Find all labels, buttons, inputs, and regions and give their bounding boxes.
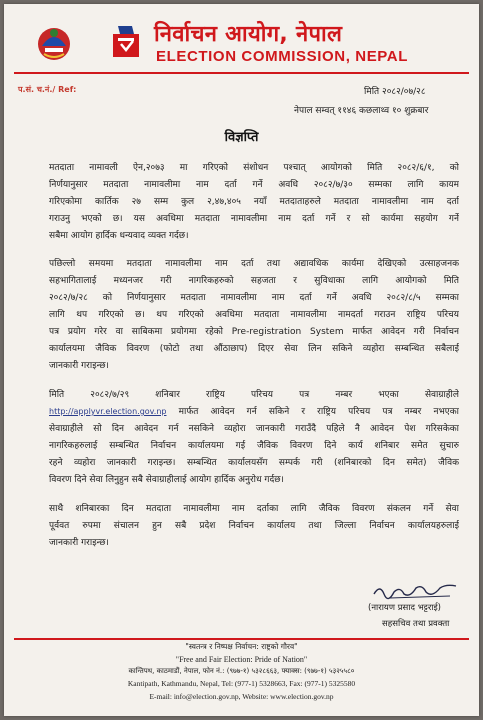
notice-date: मिति २०८२/०७/२८ — [364, 87, 426, 97]
paragraph-1-line-1: मतदाता नामावली ऐन,२०७३ मा गरिएको संशोधन पश्चात् आयोगको मिति २०८२/६/१, को — [49, 163, 459, 173]
paragraph-2-line-1: पछिल्लो समयमा मतदाता नामावलीमा नाम दर्ता तथा अद्यावधिक कार्यमा देखिएको उत्साहजनक — [49, 259, 459, 269]
footer-address-english: Kantipath, Kathmandu, Nepal, Tel: (977-1) 5328663, Fax: (977-1) 5325580 — [127, 679, 356, 688]
paragraph-2-line-7: जानकारी गराइन्छ। — [49, 361, 109, 371]
paragraph-2-line-3: २०८२/७/२८ को निर्णयानुसार मतदाता नामावलीमा नाम दर्ता गर्ने अवधि २०८२/८/५ सम्मका — [49, 293, 459, 303]
nepal-emblem-icon — [34, 22, 74, 62]
header-divider — [14, 72, 469, 74]
notice-heading: विज्ञप्ति — [224, 130, 259, 145]
reference-label: प.सं. च.नं./ Ref: — [18, 85, 77, 94]
paragraph-1-line-3: गरिएकोमा कार्तिक २७ सम्म कुल २,४७,४०५ नयाँ मतदाताहरुले मतदाता नामावलीमा नाम दर्ता — [49, 197, 459, 207]
paragraph-2-line-4: लागि थप गरिएको छ। थप गरिएको अवधिमा मतदाता नामावलीमा नामदर्ता गराउन राष्ट्रिय परिचय — [49, 310, 459, 320]
signature — [370, 580, 460, 602]
paragraph-1-line-5: सबैमा आयोग हार्दिक धन्यवाद व्यक्त गर्दछ। — [49, 231, 189, 241]
commission-title-nepali: निर्वाचन आयोग, नेपाल — [154, 22, 343, 47]
paragraph-3-line-6: विवरण दिने सेवा लिनुहुन सबै सेवाग्राहीलाई आयोग हार्दिक अनुरोध गर्दछ। — [49, 475, 284, 485]
footer-slogan-english: "Free and Fair Election: Pride of Nation" — [175, 655, 308, 664]
paragraph-3-line-5: रहने व्यहोरा जानकारी गराइन्छ। सम्बन्धित कार्यालयसँग सम्पर्क गरी (शनिबारको दिन समेत) जैविक — [49, 458, 459, 468]
letterhead — [4, 4, 479, 74]
paragraph-3-line-1: मिति २०८२/७/२९ शनिबार राष्ट्रिय परिचय पत्र नम्बर भएका सेवाग्राहीले — [49, 390, 459, 400]
paragraph-1-line-4: गराउनु भएको छ। यस अवधिमा मतदाता नामावलीमा नाम दर्ता गर्ने र सो कार्यमा सहयोग गर्ने — [49, 214, 459, 224]
paragraph-2-line-6: कार्यालयमा जैविक विवरण (फोटो तथा औंठाछाप) दिएर सेवा लिन सकिने व्यहोरा सम्बन्धित सबैलाई — [49, 344, 459, 354]
paragraph-3-line-3: सेवाग्राहीले सो दिन आवेदन गर्न नसकिने व्यहोरा जानकारी गराउँदै पहिले नै आवेदन पेश गरिसकेका — [49, 424, 459, 434]
applyvr-link[interactable]: http://applyvr.election.gov.np — [49, 407, 167, 416]
signatory-title: सहसचिव तथा प्रवक्ता — [382, 619, 450, 629]
nepal-sambat-date: नेपाल सम्वत् ११४६ कछलाथ्व १० शुक्रबार — [294, 106, 429, 116]
paragraph-3-line-2-text: मार्फत आवेदन गर्न सकिने र राष्ट्रिय परिचय पत्र नम्बर नभएका — [178, 407, 459, 417]
paragraph-2-line-2: सहभागितालाई मध्यनजर गरी नागरिकहरुको सहजता र सुविधाका लागि आयोगको मिति — [49, 276, 459, 286]
footer-contact: E-mail: info@election.gov.np, Website: www.election.gov.np — [149, 692, 334, 701]
paragraph-2-line-5: पत्र प्रयोग गरेर वा साबिकमा प्रयोगमा रहेको Pre-registration System मार्फत आवेदन गरी निर्वाचन — [49, 327, 459, 337]
paragraph-4-line-3: जानकारी गराइन्छ। — [49, 538, 109, 548]
footer-address-nepali: कान्तिपथ, काठमाडौं, नेपाल, फोन नं.: (९७७-१) ५३२८६६३, फ्याक्स: (९७७-१) ५३२५५८० — [128, 667, 355, 675]
footer-divider — [14, 638, 469, 640]
ballot-box-icon — [112, 24, 140, 58]
signatory-name: (नारायण प्रसाद भट्टराई) — [368, 603, 441, 613]
paragraph-1-line-2: निर्णयानुसार मतदाता नामावलीमा नाम दर्ता गर्ने अवधि २०८२/७/३० सम्मका लागि कायम — [49, 180, 459, 190]
footer-slogan-nepali: "स्वतन्त्र र निष्पक्ष निर्वाचन: राष्ट्रको गौरव" — [185, 642, 298, 651]
paragraph-4-line-1: साथै शनिबारका दिन मतदाता नामावलीमा नाम दर्ताका लागि जैविक विवरण संकलन गर्ने सेवा — [49, 504, 459, 514]
notice-sheet — [4, 4, 479, 716]
paragraph-4-line-2: पूर्ववत रुपमा संचालन हुन सबै प्रदेश निर्वाचन कार्यालय तथा जिल्ला निर्वाचन कार्यालयहरुलाई — [49, 521, 459, 531]
commission-title-english: ELECTION COMMISSION, NEPAL — [156, 48, 408, 65]
paragraph-3-line-2 — [49, 404, 459, 417]
paragraph-3-line-4: नागरिकहरुलाई सम्बन्धित निर्वाचन कार्यालयमा गई जैविक विवरण दिने कार्य शनिबार समेत सुचारु — [49, 441, 459, 451]
